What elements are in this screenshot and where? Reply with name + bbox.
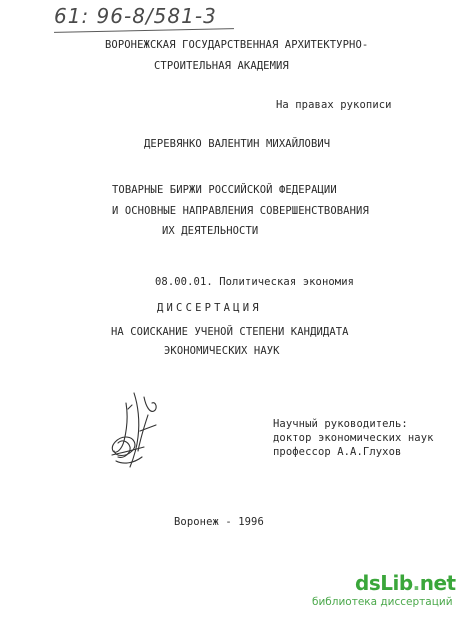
institution-line-2: СТРОИТЕЛЬНАЯ АКАДЕМИЯ	[154, 60, 289, 72]
shelf-mark-underline	[54, 28, 234, 33]
author-signature	[104, 385, 174, 475]
city-year: Воронеж - 1996	[174, 516, 264, 528]
watermark-logo-right: net	[419, 571, 456, 595]
manuscript-rights-note: На правах рукописи	[276, 99, 392, 111]
dissertation-label: ДИССЕРТАЦИЯ	[157, 302, 262, 314]
degree-line-1: НА СОИСКАНИЕ УЧЕНОЙ СТЕПЕНИ КАНДИДАТА	[111, 326, 349, 338]
library-shelf-mark: 61: 96-8/581-3	[54, 4, 217, 28]
supervisor-name: профессор А.А.Глухов	[273, 446, 402, 458]
author-name: ДЕРЕВЯНКО ВАЛЕНТИН МИХАЙЛОВИЧ	[144, 138, 331, 150]
watermark-logo-dot: .	[412, 571, 420, 595]
specialty-code: 08.00.01. Политическая экономия	[155, 276, 355, 288]
watermark-logo-left: dsLib	[355, 571, 413, 595]
title-line-2: И ОСНОВНЫЕ НАПРАВЛЕНИЯ СОВЕРШЕНСТВОВАНИЯ	[112, 205, 369, 217]
title-line-1: ТОВАРНЫЕ БИРЖИ РОССИЙСКОЙ ФЕДЕРАЦИИ	[112, 184, 337, 196]
dslib-watermark-logo	[355, 571, 456, 595]
title-line-3: ИХ ДЕЯТЕЛЬНОСТИ	[162, 225, 259, 237]
watermark-tagline: библиотека диссертаций	[312, 596, 453, 608]
institution-line-1: ВОРОНЕЖСКАЯ ГОСУДАРСТВЕННАЯ АРХИТЕКТУРНО-	[105, 39, 369, 51]
supervisor-heading: Научный руководитель:	[273, 418, 408, 430]
degree-line-2: ЭКОНОМИЧЕСКИХ НАУК	[164, 345, 280, 357]
supervisor-degree: доктор экономических наук	[273, 432, 434, 444]
